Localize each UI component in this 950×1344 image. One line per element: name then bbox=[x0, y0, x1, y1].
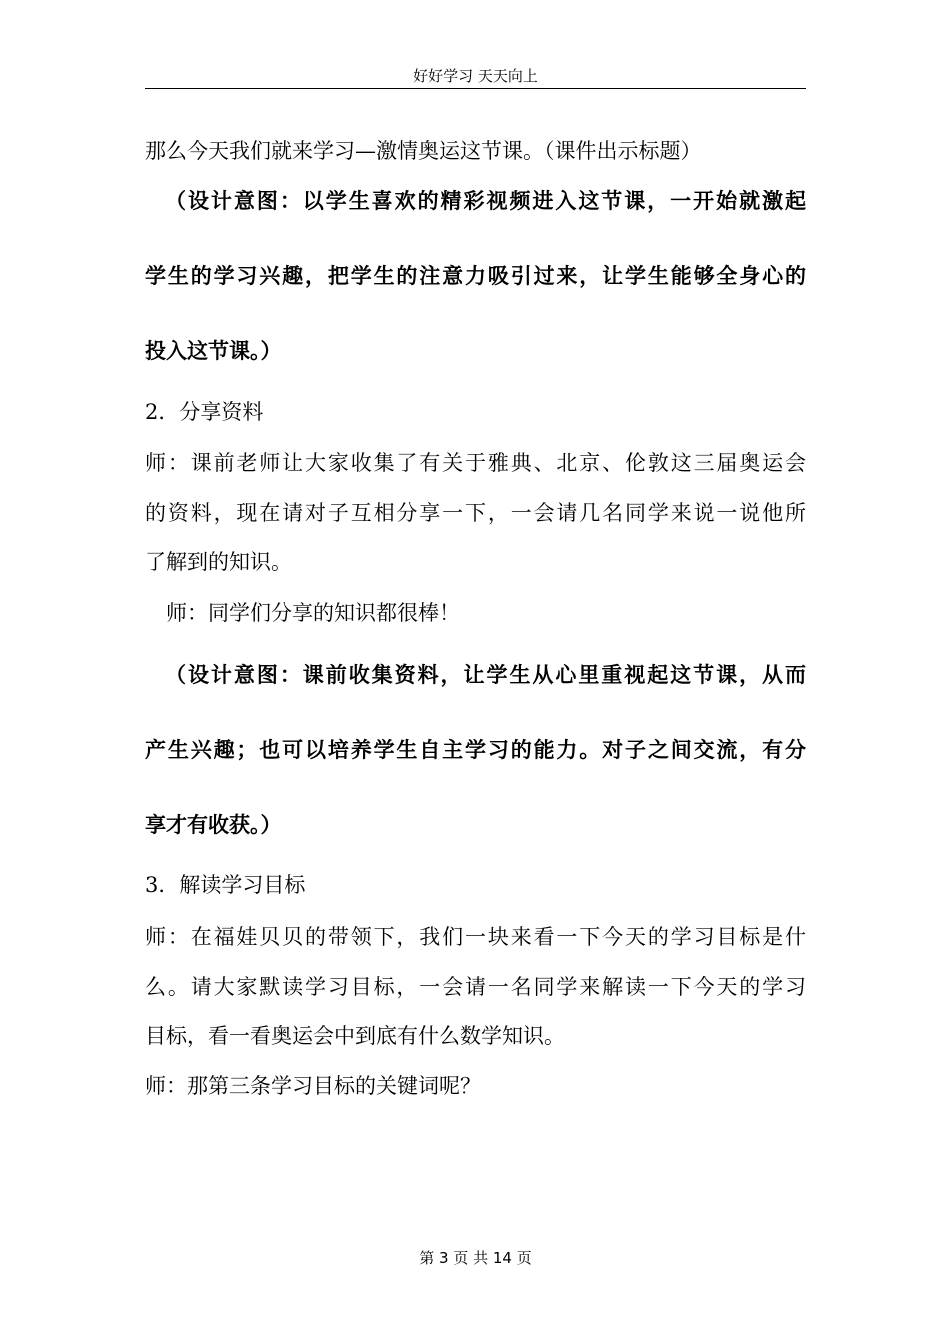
design-intent-line: （设计意图：课前收集资料，让学生从心里重视起这节课，从而 bbox=[165, 662, 806, 687]
design-intent-line: 产生兴趣；也可以培养学生自主学习的能力。对子之间交流，有分 bbox=[145, 737, 806, 762]
paragraph-line: 那么今天我们就来学习—激情奥运这节课。（课件出示标题） bbox=[145, 139, 702, 163]
section-heading: 3．解读学习目标 bbox=[145, 873, 306, 897]
paragraph-line: 目标，看一看奥运会中到底有什么数学知识。 bbox=[145, 1024, 565, 1048]
paragraph-line: 师：在福娃贝贝的带领下，我们一块来看一下今天的学习目标是什 bbox=[145, 925, 806, 949]
section-heading: 2．分享资料 bbox=[145, 400, 264, 424]
design-intent-line: 学生的学习兴趣，把学生的注意力吸引过来，让学生能够全身心的 bbox=[145, 263, 806, 288]
paragraph-line: 么。请大家默读学习目标，一会请一名同学来解读一下今天的学习 bbox=[145, 975, 806, 999]
design-intent-line: （设计意图：以学生喜欢的精彩视频进入这节课，一开始就激起 bbox=[165, 188, 806, 213]
paragraph-line: 了解到的知识。 bbox=[145, 550, 292, 574]
design-intent-line: 享才有收获。） bbox=[145, 812, 282, 837]
paragraph-line: 师：那第三条学习目标的关键词呢？ bbox=[145, 1074, 481, 1098]
paragraph-line: 师：同学们分享的知识都很棒！ bbox=[166, 601, 460, 625]
paragraph-line: 师：课前老师让大家收集了有关于雅典、北京、伦敦这三届奥运会 bbox=[145, 451, 806, 475]
paragraph-line: 的资料，现在请对子互相分享一下，一会请几名同学来说一说他所 bbox=[145, 501, 806, 525]
page-footer: 第 3 页 共 14 页 bbox=[419, 1249, 532, 1267]
design-intent-line: 投入这节课。） bbox=[145, 338, 282, 363]
header-divider bbox=[145, 88, 806, 89]
page-header: 好好学习 天天向上 bbox=[413, 67, 538, 85]
